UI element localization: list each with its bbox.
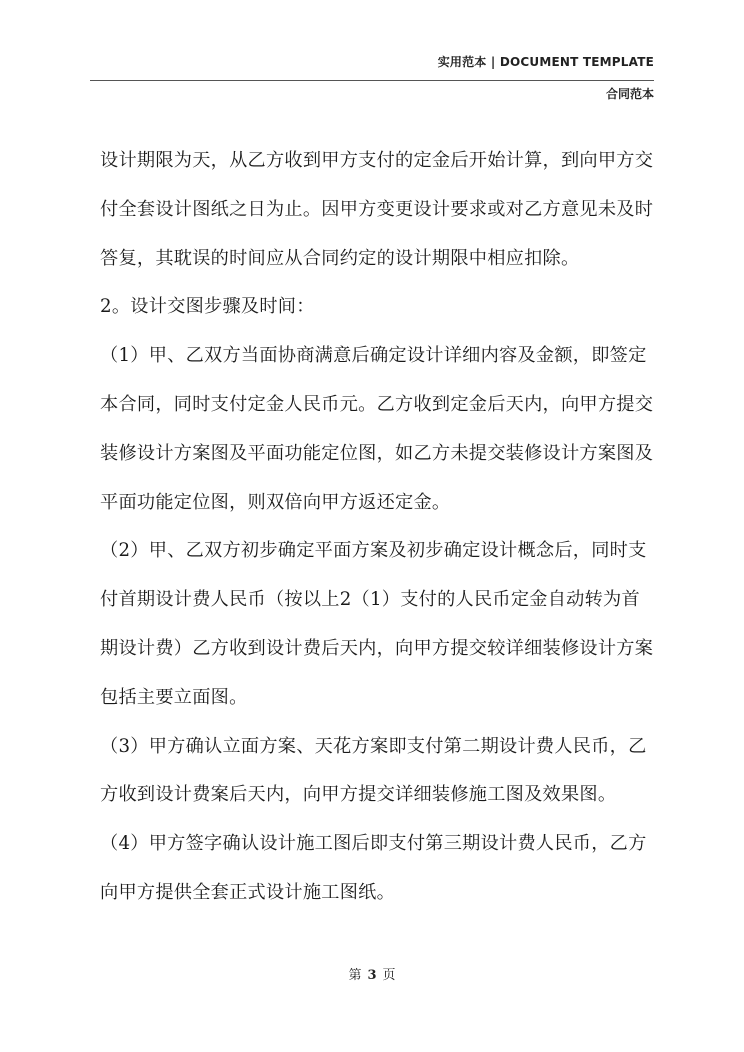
paragraph-step-3: （3）甲方确认立面方案、天花方案即支付第二期设计费人民币，乙方收到设计费案后天内，向甲方提交详细装修施工图及效果图。	[100, 735, 647, 806]
footer-suffix: 页	[382, 968, 396, 983]
page-number: 3	[367, 968, 377, 983]
paragraph-section-heading: 2。设计交图步骤及时间：	[100, 296, 315, 318]
footer-prefix: 第	[348, 968, 362, 983]
paragraph-step-2: （2）甲、乙双方初步确定平面方案及初步确定设计概念后，同时支付首期设计费人民币（按以上2（1）支付的人民币定金自动转为首期设计费）乙方收到设计费后天内，向甲方提交较详细装修设计方案包括主要立面图。	[100, 540, 654, 708]
header-subtitle: 合同范本	[605, 87, 654, 101]
paragraph-step-4: （4）甲方签字确认设计施工图后即支付第三期设计费人民币，乙方向甲方提供全套正式设计施工图纸。	[100, 833, 647, 903]
paragraph-design-period: 设计期限为天，从乙方收到甲方支付的定金后开始计算，到向甲方交付全套设计图纸之日为止。因甲方变更设计要求或对乙方意见未及时答复，其耽误的时间应从合同约定的设计期限中相应扣除。	[100, 150, 654, 269]
paragraph-step-1: （1）甲、乙双方当面协商满意后确定设计详细内容及金额，即签定本合同，同时支付定金人民币元。乙方收到定金后天内，向甲方提交装修设计方案图及平面功能定位图，如乙方未提交装修设计方案图及平面功能定位图，则双倍向甲方返还定金。	[100, 345, 654, 513]
document-body	[100, 137, 656, 918]
header-divider	[90, 80, 654, 81]
page-footer	[0, 964, 744, 983]
header-title: 实用范本 | DOCUMENT TEMPLATE	[437, 55, 654, 69]
